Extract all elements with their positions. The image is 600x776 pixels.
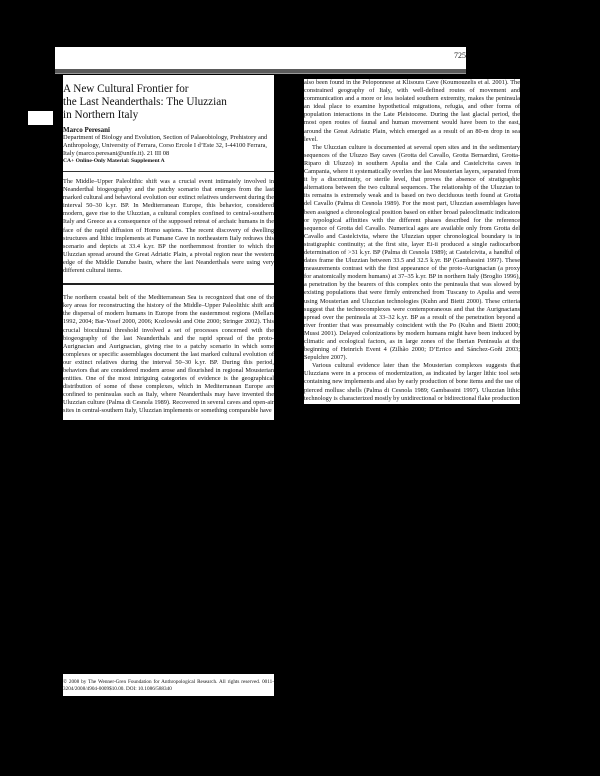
page-header <box>55 47 466 74</box>
header-rule <box>55 69 466 74</box>
abstract: The Middle–Upper Paleolithic shift was a crucial event intimately involved in Neanderthal biogeography and the patchy scenario that emerges from the last marked cultural and behavioral evolution our extinct relatives underwent during the interval 50–30 k.yr. BP. In Mediterranean Europe, this behavior, considered modern, gave rise to the Uluzzian, a cultural complex confined to central-southern Italy and Greece as a consequence of the supposed retreat of archaic humans in the face of the rapid diffusion of Homo sapiens. The recent discovery of dwelling structures and lithic implements at Fumane Cave in northeastern Italy redraws this scenario and depicts at 33.4 k.yr. BP the northernmost frontier to which the Uluzzian spread around the Great Adriatic Plain, a pivotal region near the western edge of the Middle Danube basin, where the last Neanderthals were using very different cultural items. <box>63 178 274 275</box>
title-line-3: in Northern Italy <box>63 109 139 121</box>
right-column <box>304 79 520 404</box>
page-number: 725 <box>454 51 466 60</box>
title-line-1: A New Cultural Frontier for <box>63 83 189 95</box>
body-paragraph-right-2: The Uluzzian culture is documented at several open sites and in the sedimentary sequences of the Uluzzo Bay caves (Grotta del Cavallo, Grotta Bernardini, Grotta-Riparo di Uluzzo) in southern Apulia and the Cala and Castelcivita caves in Campania, where it systematically overlies the last Mousterian layers, separated from it by a discontinuity, or sterile level, that proves the absence of stratigraphic alternations between the two cultural sequences. The relationship of the Uluzzian to its remains is extremely weak and is based on two deciduous teeth found at Grotta del Cavallo (Palma di Cesnola 1989). For the most part, Uluzzian assemblages have been assigned a chronological position based on either broad paleoclimatic indicators or typological affinities with the different phases described for the reference sequence of Grotta del Cavallo. Numerical ages are available only from Grotta del Cavallo and Castelcivita, where the Uluzzian upper chronological boundary is in stratigraphic continuity; at the first site, layer Ei-ii produced a single radiocarbon determination of >31 k.yr. BP (Palma di Cesnola 1989); at Castelcivita, a handful of dates frame the Uluzzian between 33.5 and 32.5 k.yr. BP (Gambassini 1997). These measurements contrast with the first appearance of the proto-Aurignacian (a proxy for anatomically modern humans) at 37–35 k.yr. BP in northern Italy (Broglio 1996), a penetration by the bearers of this complex onto the peninsula that was slowed by existing populations that were firmly entrenched from Tuscany to Apulia and were using Mousterian and Uluzzian technologies (Kuhn and Bietti 2000). These criteria suggest that the technocomplexes were contemporaneous and that the Aurignacians spread over the peninsula at 33–32 k.yr. BP as a result of the penetration beyond a river frontier that was presumably coincident with the Po (Kuhn and Bietti 2000; Mussi 2001). Delayed colonizations by modern humans might have been induced by climatic and ecological factors, as in large zones of the Iberian Peninsula at the beginning of Heinrich Event 4 (Zilhão 2000; D’Errico and Sánchez-Goñi 2003; Sepulchre 2007). <box>304 143 520 362</box>
author-affiliation: Department of Biology and Evolution, Section of Palaeobiology, Prehistory and Anthropology, University of Ferrara, Corso Ercole I d’Este 32, I-44100 Ferrara, Italy (marco.peresani@unife.it). 21 III 08 <box>63 134 268 157</box>
author-name: Marco Peresani <box>63 126 110 134</box>
copyright-footer: © 2008 by The Wenner-Gren Foundation for Anthropological Research. All rights reserved. 0011-3204/2008/4904-0009$10.00. DOI: 10.1086/588340 <box>63 674 274 696</box>
body-paragraph-left: The northern coastal belt of the Mediterranean Sea is recognized that one of the key areas for reconstructing the history of the Middle–Upper Paleolithic shift and the dispersal of modern humans in Europe from the easternmost regions (Mellars 1992, 2004; Bar-Yosef 2000, 2006; Kozlowski and Otte 2000; Stringer 2002). This crucial biocultural threshold involved a set of processes concerned with the biogeography of the last Neanderthals and the rapid spread of the proto-Aurignacian and Aurignacian, giving rise to a patchy scenario in which some complexes or specific assemblages document the last marked cultural evolution of our extinct relatives during the interval 50–30 k.yr. BP. During this period, behaviors that are considered modern arose and flourished in regional Mousterian entities. One of the most intriguing categories of evidence is the geographical distribution of some of these complexes, which in Mediterranean Europe are confined to peninsulas such as Italy, where Neanderthals may have invented the Uluzzian culture (Palma di Cesnola 1989). Recovered in several caves and open-air sites in central-southern Italy, Uluzzian implements or something comparable have <box>63 294 274 415</box>
body-paragraph-right-3: Various cultural evidence later than the Mousterian complexes suggests that Uluzzians were in a process of modernization, as indicated by larger lithic tool sets containing new implements and also by early production of bone items and the use of pierced mollusc shells (Palma di Cesnola 1989; Gambassini 1997). Uluzzian lithic technology is characterized mostly by unidirectional or bidirectional flake production <box>304 362 520 402</box>
supplement-note: CA+ Online-Only Material: Supplement A <box>63 158 165 164</box>
spacer <box>63 285 274 294</box>
left-column <box>63 75 274 420</box>
title-line-2: the Last Neanderthals: The Uluzzian <box>63 96 227 108</box>
article-title <box>63 83 268 122</box>
title-block <box>63 75 274 171</box>
section-tab-marker <box>28 111 53 125</box>
body-paragraph-right-1: also been found in the Peloponnese at Klisoura Cave (Koumouzelis et al. 2001). The constrained geography of Italy, with well-defined routes of movement and communication and a more or less isolated southern extremity, makes the peninsula an ideal place to examine hypothetical migrations, refugia, and other forms of population interactions in the Late Pleistocene. During the last glacial period, the most open routes of faunal and human movement would have been to the east, around the Great Adriatic Plain, which emerged as a result of an 80-m drop in sea level. <box>304 79 520 143</box>
